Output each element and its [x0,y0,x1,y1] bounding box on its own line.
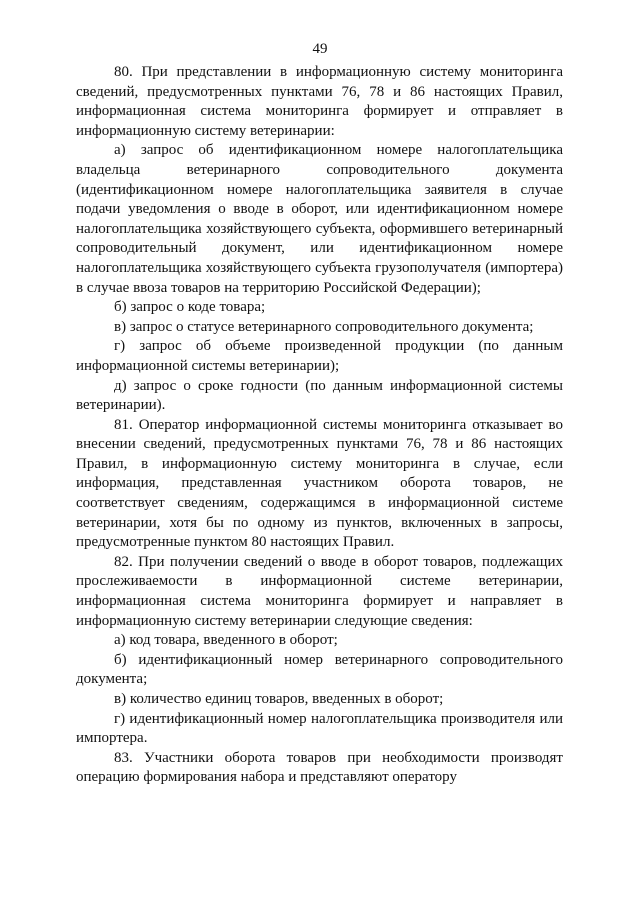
paragraph-80-d: д) запрос о сроке годности (по данным информационной системы ветеринарии). [76,377,563,414]
paragraph-80-g: г) запрос об объеме произведенной продукции (по данным информационной системы ветеринарии); [76,338,563,374]
paragraph-82-g: г) идентификационный номер налогоплательщика производителя или импортера. [76,710,563,747]
paragraph-80-b: б) запрос о коде товара; [114,299,266,316]
paragraph-81: 81. Оператор информационной системы мониторинга отказывает во внесении сведений, предусмотренных пунктами 76, 78 и 86 настоящих Правил, в информационную систему мониторинга в случае, если информация, представленная участником оборота товаров, не соответствует сведениям, содержащимся в информационной системе ветеринарии, хотя бы по одному из пунктов, включенных в запросы, предусмотренные пунктом 80 настоящих Правил. [76,416,563,551]
paragraph-82-b: б) идентификационный номер ветеринарного сопроводительного документа; [76,651,563,688]
page-number: 49 [312,41,328,57]
paragraph-82: 82. При получении сведений о вводе в оборот товаров, подлежащих прослеживаемости в информационной системе ветеринарии, информационная система мониторинга формирует и направляет в информационную систему ветеринарии следующие сведения: [76,553,563,629]
paragraph-82-a: а) код товара, введенного в оборот; [114,632,338,649]
paragraph-82-v: в) количество единиц товаров, введенных в оборот; [114,691,444,707]
document-body [76,63,563,788]
paragraph-80-v: в) запрос о статусе ветеринарного сопроводительного документа; [114,318,534,335]
paragraph-80-a: а) запрос об идентификационном номере налогоплательщика владельца ветеринарного сопроводительного документа (идентификационном номере налогоплательщика заявителя в случае подачи уведомления о вводе в оборот, или идентификационном номере налогоплательщика хозяйствующего субъекта, оформившего ветеринарный сопроводительный документ, или идентификационном номере налогоплательщика хозяйствующего субъекта грузополучателя (импортера) в случае ввоза товаров на территорию Российской Федерации); [76,142,563,296]
paragraph-80: 80. При представлении в информационную систему мониторинга сведений, предусмотренных пунктами 76, 78 и 86 настоящих Правил, информационная система мониторинга формирует и отправляет в информационную систему ветеринарии: [76,64,563,139]
paragraph-83: 83. Участники оборота товаров при необходимости производят операцию формирования набора и представляют оператору [76,749,563,786]
